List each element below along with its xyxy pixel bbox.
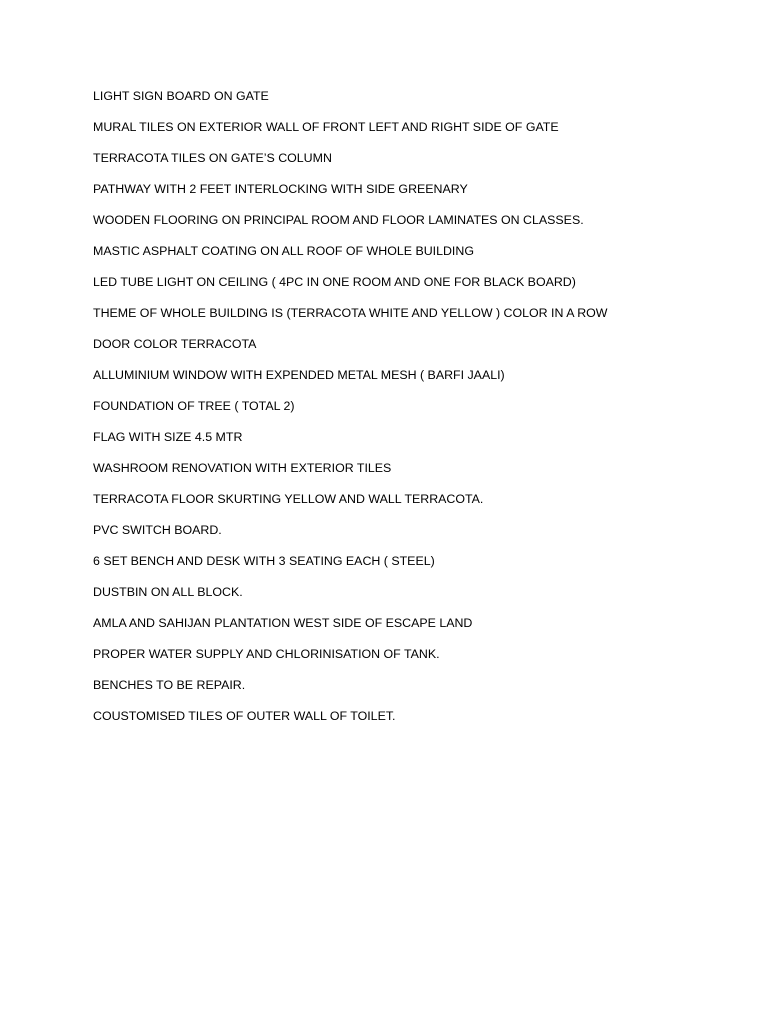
document-line: MURAL TILES ON EXTERIOR WALL OF FRONT LEFT AND RIGHT SIDE OF GATE — [93, 120, 559, 134]
document-line: FLAG WITH SIZE 4.5 MTR — [93, 430, 243, 444]
document-line: TERRACOTA FLOOR SKURTING YELLOW AND WALL TERRACOTA. — [93, 492, 484, 506]
document-line: PVC SWITCH BOARD. — [93, 523, 222, 537]
document-line: DUSTBIN ON ALL BLOCK. — [93, 585, 243, 599]
document-line: FOUNDATION OF TREE ( TOTAL 2) — [93, 399, 295, 413]
document-line: WASHROOM RENOVATION WITH EXTERIOR TILES — [93, 461, 392, 475]
document-line: PROPER WATER SUPPLY AND CHLORINISATION OF TANK. — [93, 647, 440, 661]
document-line: 6 SET BENCH AND DESK WITH 3 SEATING EACH ( STEEL) — [93, 554, 435, 568]
document-line: LIGHT SIGN BOARD ON GATE — [93, 89, 269, 103]
document-line: DOOR COLOR TERRACOTA — [93, 337, 257, 351]
document-line: BENCHES TO BE REPAIR. — [93, 678, 246, 692]
document-line: AMLA AND SAHIJAN PLANTATION WEST SIDE OF ESCAPE LAND — [93, 616, 473, 630]
document-text-list — [93, 88, 608, 739]
document-line: PATHWAY WITH 2 FEET INTERLOCKING WITH SIDE GREENARY — [93, 182, 468, 196]
document-line: COUSTOMISED TILES OF OUTER WALL OF TOILET. — [93, 709, 396, 723]
document-line: WOODEN FLOORING ON PRINCIPAL ROOM AND FLOOR LAMINATES ON CLASSES. — [93, 213, 584, 227]
document-line: LED TUBE LIGHT ON CEILING ( 4PC IN ONE ROOM AND ONE FOR BLACK BOARD) — [93, 275, 576, 289]
document-line: ALLUMINIUM WINDOW WITH EXPENDED METAL MESH ( BARFI JAALI) — [93, 368, 505, 382]
document-line: TERRACOTA TILES ON GATE’S COLUMN — [93, 151, 332, 165]
document-line: THEME OF WHOLE BUILDING IS (TERRACOTA WHITE AND YELLOW ) COLOR IN A ROW — [93, 306, 608, 320]
document-line: MASTIC ASPHALT COATING ON ALL ROOF OF WHOLE BUILDING — [93, 244, 474, 258]
